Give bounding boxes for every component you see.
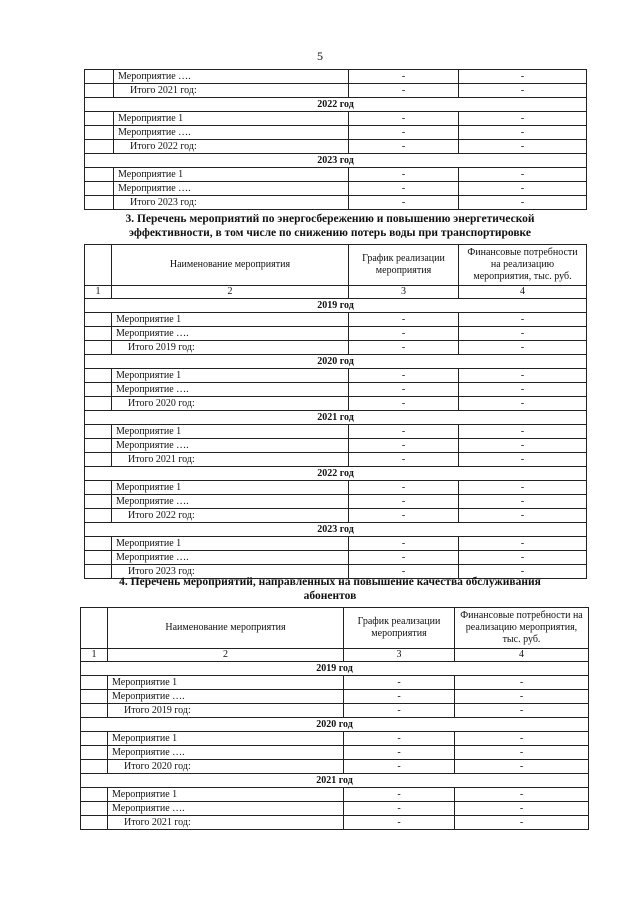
total-row: [81, 760, 589, 774]
year-row: [85, 467, 587, 481]
year-heading: 2021 год: [81, 774, 589, 788]
year-heading: 2019 год: [81, 662, 589, 676]
row-number-cell: [85, 397, 112, 411]
measure-name: Мероприятие 1: [112, 425, 349, 439]
finance-value: -: [459, 551, 587, 565]
header-row: [85, 245, 587, 286]
finance-value: -: [459, 439, 587, 453]
finance-value: -: [455, 676, 589, 690]
finance-value: -: [459, 140, 587, 154]
table-section-4: [80, 607, 589, 830]
schedule-value: -: [349, 70, 459, 84]
schedule-value: -: [349, 551, 459, 565]
measure-name: Мероприятие ….: [114, 126, 349, 140]
table-section-3: [84, 244, 587, 579]
header-cell-num: [81, 608, 108, 649]
schedule-value: -: [349, 140, 459, 154]
schedule-value: -: [349, 327, 459, 341]
row-number-cell: [85, 481, 112, 495]
column-number: 2: [108, 649, 344, 662]
row-number-cell: [85, 425, 112, 439]
table-row: [85, 327, 587, 341]
row-number-cell: [81, 746, 108, 760]
table-row: [85, 112, 587, 126]
finance-value: -: [459, 495, 587, 509]
year-heading: 2021 год: [85, 411, 587, 425]
table-row: [85, 481, 587, 495]
finance-value: -: [455, 732, 589, 746]
schedule-value: -: [349, 341, 459, 355]
row-number-cell: [85, 168, 114, 182]
table-row: [81, 746, 589, 760]
row-number-cell: [85, 112, 114, 126]
table-row: [81, 732, 589, 746]
measure-name: Мероприятие 1: [112, 313, 349, 327]
year-row: [81, 774, 589, 788]
total-row: [85, 341, 587, 355]
measure-name: Мероприятие ….: [112, 327, 349, 341]
finance-value: -: [459, 327, 587, 341]
year-row: [85, 154, 587, 168]
table-row: [85, 369, 587, 383]
table-row: [81, 788, 589, 802]
column-number: 3: [349, 286, 459, 299]
header-cell-name: Наименование мероприятия: [108, 608, 344, 649]
row-number-cell: [81, 690, 108, 704]
total-row: [81, 704, 589, 718]
measure-name: Мероприятие 1: [108, 676, 344, 690]
table-row: [85, 551, 587, 565]
finance-value: -: [455, 816, 589, 830]
schedule-value: -: [344, 732, 455, 746]
total-label: Итого 2023 год:: [114, 196, 349, 210]
measure-name: Мероприятие 1: [114, 168, 349, 182]
total-label: Итого 2022 год:: [112, 509, 349, 523]
row-number-cell: [85, 313, 112, 327]
row-number-cell: [85, 70, 114, 84]
finance-value: -: [459, 168, 587, 182]
schedule-value: -: [344, 676, 455, 690]
year-heading: 2020 год: [85, 355, 587, 369]
section-4-title: [60, 575, 600, 603]
finance-value: -: [459, 182, 587, 196]
finance-value: -: [459, 565, 587, 579]
schedule-value: -: [344, 746, 455, 760]
total-label: Итого 2021 год:: [108, 816, 344, 830]
row-number-cell: [85, 537, 112, 551]
measure-name: Мероприятие ….: [108, 746, 344, 760]
total-label: Итого 2021 год:: [112, 453, 349, 467]
table-section-2-continued: [84, 69, 587, 210]
finance-value: -: [459, 425, 587, 439]
schedule-value: -: [349, 397, 459, 411]
table-row: [85, 70, 587, 84]
column-number-row: [81, 649, 589, 662]
total-label: Итого 2022 год:: [114, 140, 349, 154]
schedule-value: -: [349, 84, 459, 98]
header-cell-finance: Финансовые потребности на реализацию мероприятия, тыс. руб.: [459, 245, 587, 286]
total-label: Итого 2020 год:: [112, 397, 349, 411]
year-heading: 2022 год: [85, 98, 587, 112]
table-row: [81, 676, 589, 690]
row-number-cell: [81, 732, 108, 746]
finance-value: -: [459, 397, 587, 411]
measure-name: Мероприятие ….: [112, 495, 349, 509]
table-row: [85, 383, 587, 397]
year-heading: 2019 год: [85, 299, 587, 313]
header-cell-finance: Финансовые потребности на реализацию мероприятия, тыс. руб.: [455, 608, 589, 649]
finance-value: -: [455, 802, 589, 816]
measure-name: Мероприятие 1: [112, 481, 349, 495]
schedule-value: -: [349, 425, 459, 439]
measure-name: Мероприятие ….: [112, 439, 349, 453]
total-label: Итого 2020 год:: [108, 760, 344, 774]
measure-name: Мероприятие 1: [114, 112, 349, 126]
column-number: 1: [85, 286, 112, 299]
row-number-cell: [85, 509, 112, 523]
finance-value: -: [459, 369, 587, 383]
row-number-cell: [85, 327, 112, 341]
year-row: [85, 299, 587, 313]
finance-value: -: [459, 313, 587, 327]
total-row: [85, 453, 587, 467]
row-number-cell: [85, 551, 112, 565]
schedule-value: -: [349, 313, 459, 327]
row-number-cell: [85, 140, 114, 154]
total-label: Итого 2019 год:: [112, 341, 349, 355]
schedule-value: -: [344, 788, 455, 802]
row-number-cell: [85, 182, 114, 196]
header-cell-schedule: График реализации мероприятия: [344, 608, 455, 649]
column-number: 3: [344, 649, 455, 662]
row-number-cell: [85, 495, 112, 509]
finance-value: -: [455, 690, 589, 704]
year-row: [85, 523, 587, 537]
year-row: [85, 411, 587, 425]
row-number-cell: [81, 704, 108, 718]
year-row: [81, 662, 589, 676]
total-row: [81, 816, 589, 830]
column-number: 1: [81, 649, 108, 662]
header-cell-schedule: График реализации мероприятия: [349, 245, 459, 286]
finance-value: -: [459, 196, 587, 210]
measure-name: Мероприятие ….: [112, 383, 349, 397]
row-number-cell: [85, 453, 112, 467]
year-heading: 2020 год: [81, 718, 589, 732]
schedule-value: -: [349, 481, 459, 495]
row-number-cell: [85, 439, 112, 453]
section-4-title-line2: абонентов: [303, 590, 357, 602]
schedule-value: -: [349, 369, 459, 383]
schedule-value: -: [344, 802, 455, 816]
year-row: [85, 355, 587, 369]
table-row: [85, 168, 587, 182]
measure-name: Мероприятие ….: [112, 551, 349, 565]
schedule-value: -: [349, 439, 459, 453]
measure-name: Мероприятие ….: [114, 70, 349, 84]
schedule-value: -: [349, 537, 459, 551]
row-number-cell: [81, 676, 108, 690]
row-number-cell: [81, 802, 108, 816]
row-number-cell: [85, 84, 114, 98]
measure-name: Мероприятие ….: [114, 182, 349, 196]
row-number-cell: [85, 341, 112, 355]
schedule-value: -: [349, 565, 459, 579]
measure-name: Мероприятие 1: [108, 732, 344, 746]
schedule-value: -: [349, 182, 459, 196]
finance-value: -: [459, 453, 587, 467]
total-label: Итого 2021 год:: [114, 84, 349, 98]
total-row: [85, 140, 587, 154]
schedule-value: -: [344, 760, 455, 774]
total-row: [85, 196, 587, 210]
finance-value: -: [459, 341, 587, 355]
year-heading: 2023 год: [85, 154, 587, 168]
schedule-value: -: [349, 495, 459, 509]
row-number-cell: [81, 760, 108, 774]
year-heading: 2022 год: [85, 467, 587, 481]
finance-value: -: [459, 84, 587, 98]
finance-value: -: [455, 760, 589, 774]
header-row: [81, 608, 589, 649]
finance-value: -: [459, 126, 587, 140]
measure-name: Мероприятие 1: [112, 537, 349, 551]
total-label: Итого 2023 год:: [112, 565, 349, 579]
schedule-value: -: [349, 383, 459, 397]
schedule-value: -: [344, 704, 455, 718]
schedule-value: -: [349, 126, 459, 140]
table-row: [85, 439, 587, 453]
section-3-title: [60, 212, 600, 240]
table-row: [81, 690, 589, 704]
table-row: [85, 425, 587, 439]
total-label: Итого 2019 год:: [108, 704, 344, 718]
row-number-cell: [85, 369, 112, 383]
finance-value: -: [459, 481, 587, 495]
finance-value: -: [455, 746, 589, 760]
table-row: [81, 802, 589, 816]
measure-name: Мероприятие ….: [108, 690, 344, 704]
row-number-cell: [85, 196, 114, 210]
total-row: [85, 397, 587, 411]
total-row: [85, 84, 587, 98]
year-row: [85, 98, 587, 112]
row-number-cell: [81, 788, 108, 802]
schedule-value: -: [349, 509, 459, 523]
column-number-row: [85, 286, 587, 299]
year-row: [81, 718, 589, 732]
finance-value: -: [459, 383, 587, 397]
schedule-value: -: [349, 168, 459, 182]
measure-name: Мероприятие 1: [108, 788, 344, 802]
column-number: 4: [459, 286, 587, 299]
table-row: [85, 313, 587, 327]
schedule-value: -: [344, 816, 455, 830]
table-row: [85, 495, 587, 509]
section-3-title-line1: 3. Перечень мероприятий по энергосбережению и повышению энергетической: [125, 213, 535, 225]
header-cell-name: Наименование мероприятия: [112, 245, 349, 286]
schedule-value: -: [344, 690, 455, 704]
page-number: 5: [317, 49, 323, 63]
column-number: 4: [455, 649, 589, 662]
finance-value: -: [455, 788, 589, 802]
section-3-title-line2: эффективности, в том числе по снижению потерь воды при транспортировке: [129, 227, 531, 239]
row-number-cell: [85, 383, 112, 397]
finance-value: -: [455, 704, 589, 718]
finance-value: -: [459, 70, 587, 84]
finance-value: -: [459, 509, 587, 523]
schedule-value: -: [349, 112, 459, 126]
measure-name: Мероприятие ….: [108, 802, 344, 816]
schedule-value: -: [349, 196, 459, 210]
table-row: [85, 182, 587, 196]
header-cell-num: [85, 245, 112, 286]
row-number-cell: [81, 816, 108, 830]
table-row: [85, 537, 587, 551]
total-row: [85, 509, 587, 523]
finance-value: -: [459, 537, 587, 551]
column-number: 2: [112, 286, 349, 299]
finance-value: -: [459, 112, 587, 126]
measure-name: Мероприятие 1: [112, 369, 349, 383]
row-number-cell: [85, 126, 114, 140]
section-4-title-line1: 4. Перечень мероприятий, направленных на повышение качества обслуживания: [119, 576, 541, 588]
schedule-value: -: [349, 453, 459, 467]
table-row: [85, 126, 587, 140]
year-heading: 2023 год: [85, 523, 587, 537]
